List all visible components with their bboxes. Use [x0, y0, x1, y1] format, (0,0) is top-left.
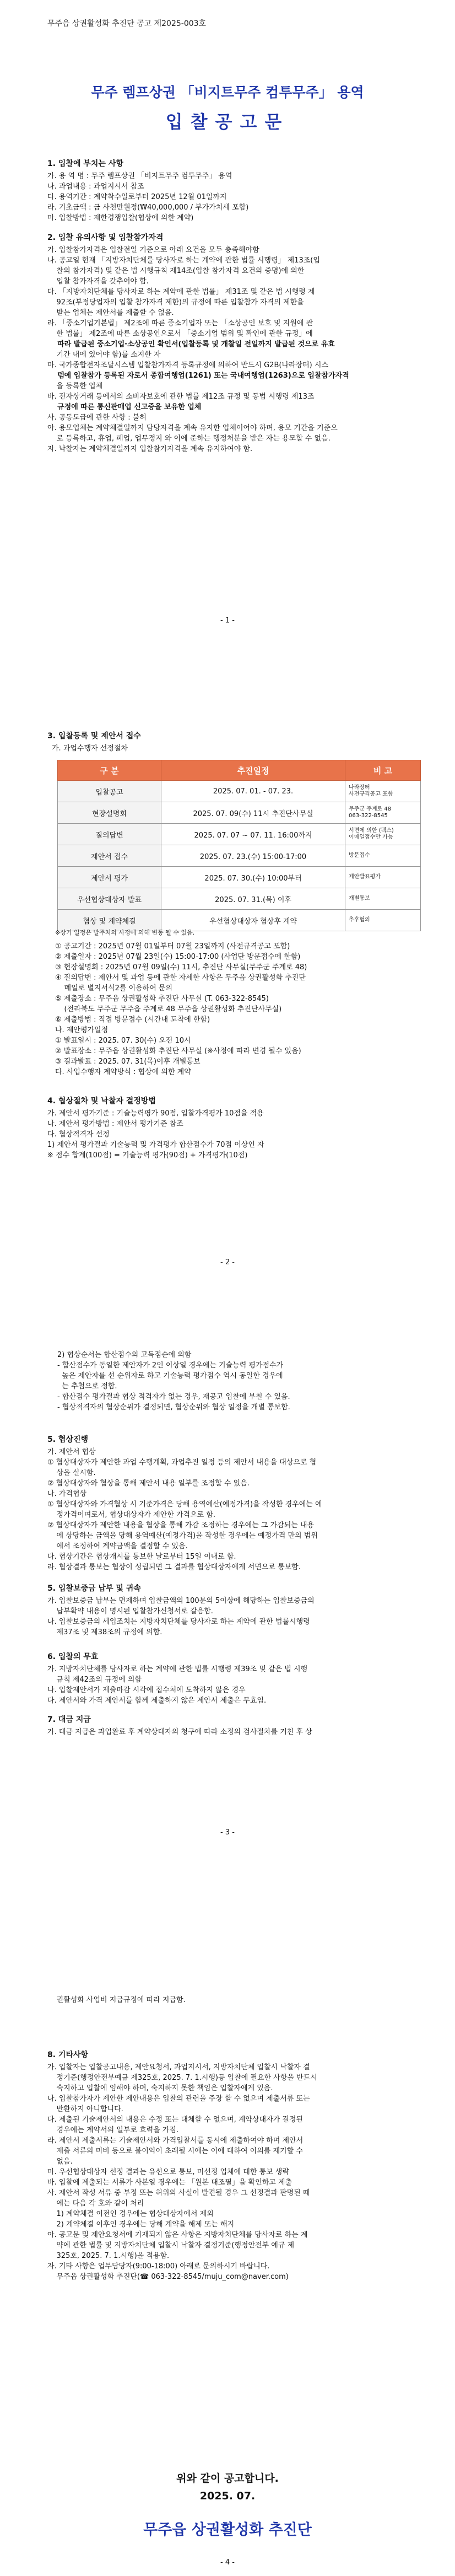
text-line: 나. 공고일 현재 「지방자치단체를 당사자로 하는 계약에 관한 법률 시행령」 제13조(입 — [47, 256, 320, 265]
text-line: 라. 기초금액 : 금 사천만원정(₩40,000,000 / 부가가치세 포함) — [47, 203, 249, 212]
text-line: 경우에는 계약서의 일부로 효력을 가짐. — [47, 2126, 179, 2134]
row-schedule: 우선협상대상자 협상후 계약 — [161, 910, 345, 931]
text-line: 반환하지 아니합니다. — [47, 2105, 123, 2113]
text-line: ④ 질의답변 : 제안서 및 과업 등에 관한 자세한 사항은 무주읍 상권활성화 추진단 — [55, 974, 306, 982]
section-6 — [47, 1582, 427, 1638]
page-number-4: - 4 - — [220, 2558, 235, 2567]
section-6-body — [47, 1596, 427, 1638]
text-line: 1) 제안서 평가결과 기술능력 및 가격평가 합산점수가 70점 이상인 자 — [47, 1141, 264, 1149]
text-line: 에는 다음 각 호와 같이 처리 — [47, 2199, 144, 2208]
section-2 — [47, 232, 427, 454]
issuing-organization: 무주읍 상권활성화 추진단 — [143, 2521, 312, 2539]
text-line: 에서 조정하여 계약금액을 결정할 수 있음. — [47, 1542, 188, 1550]
text-line: 마. 국가종합전자조달시스템 입찰참가자격 등록규정에 의하여 반드시 G2B(나라장터) 시스 — [47, 361, 328, 369]
text-line: 는 추첨으로 정함. — [57, 1382, 117, 1391]
text-line: 규칙 제42조의 규정에 의함 — [47, 1676, 142, 1684]
text-line: 무주읍 상권활성화 추진단(☎ 063-322-8545/muju_com@naver.com) — [47, 2273, 289, 2281]
table-header-note: 비 고 — [345, 760, 421, 781]
section-4-title: 4. 협상절차 및 낙찰자 결정방법 — [47, 1097, 156, 1105]
section-1-title: 1. 입찰에 부치는 사항 — [47, 159, 123, 168]
text-line: 1) 계약체결 이전인 경우에는 협상대상자에서 제외 — [47, 2210, 214, 2218]
table-row — [58, 867, 421, 888]
text-line: 나. 입찰참가자가 제안한 제안내용은 입찰의 관련을 주장 할 수 없으며 제출서류 또는 — [47, 2095, 310, 2103]
page-number-2: - 2 - — [220, 1258, 235, 1266]
text-line: 자. 기타 사항은 업무담당자(9:00-18:00) 아래로 문의하시기 바랍니다. — [47, 2262, 270, 2271]
section-4-continued — [57, 1350, 432, 1413]
text-line: 아. 용모업체는 계약체결일까지 담당자격을 계속 유지한 업체이어야 하며, 용모 기간을 기준으 — [47, 424, 338, 432]
table-header-category: 구 분 — [58, 760, 161, 781]
text-line: 정가격이며로서, 협상대상자가 제안한 가격으로 함. — [47, 1511, 216, 1519]
text-line: 제출 서류의 미비 등으로 불이익이 초래될 시에는 이에 대하여 이의를 제기할 수 — [47, 2147, 303, 2155]
text-line: 나. 과업내용 : 과업지시서 참조 — [47, 183, 144, 191]
section-6-title: 5. 입찰보증금 납부 및 귀속 — [47, 1584, 141, 1593]
text-line: 나. 입찰보증금의 세입조치는 지방자치단체를 당사자로 하는 계약에 관한 법률시행령 — [47, 1618, 310, 1626]
table-row — [58, 781, 421, 802]
section-1-body — [47, 171, 422, 223]
row-note: 무주군 주계로 48 063-322-8545 — [345, 802, 421, 824]
section-8 — [47, 1714, 427, 1737]
text-line: 사. 제안서 작성 서류 중 부정 또는 허위의 사실이 발견될 경우 그 선정결과 판명된 때 — [47, 2189, 310, 2197]
text-line: 따라 발급된 중소기업·소상공인 확인서(입찰등록 및 개찰일 전일까지 발급된 것으로 유효 — [47, 340, 335, 348]
row-schedule: 2025. 07. 31.(목) 이후 — [161, 888, 345, 910]
text-line: 아. 공고문 및 제안요청서에 기재되지 않은 사항은 지방자치단체를 당사자로 하는 계 — [47, 2231, 308, 2239]
section-7-body — [47, 1664, 427, 1706]
text-line: ① 협상대상자가 제안한 과업 수행계획, 과업추진 일정 등의 제안서 내용을 대상으로 협 — [47, 1458, 317, 1467]
section-8-continued — [47, 1995, 427, 2005]
text-line: - 협상적격자의 협상순위가 결정되면, 협상순위와 협상 일정을 개별 통보함. — [57, 1403, 290, 1412]
row-schedule: 2025. 07. 30.(수) 10:00부터 — [161, 867, 345, 888]
section-2-title: 2. 입찰 유의사항 및 입찰참가자격 — [47, 233, 164, 242]
schedule-note: ※상기 일정은 발주처의 사정에 의해 변동 될 수 있음. — [55, 929, 195, 936]
text-line: 다. 「지방자치단체를 당사자로 하는 계약에 관한 법률」 제31조 및 같은 법 시행령 제 — [47, 288, 315, 296]
row-category: 제안서 평가 — [58, 867, 161, 888]
table-row — [58, 802, 421, 824]
text-line: 라. 제안서 제출서류는 기술제안서와 가격입찰서를 동시에 제출하여야 하며 제안서 — [47, 2137, 304, 2145]
text-line: 높은 제안자를 선 순위자로 하고 기술능력 평가점수 역시 동일한 경우에 — [57, 1372, 283, 1380]
text-line: (전라북도 무주군 무주읍 주계로 48 무주읍 상권활성화 추진단사무실) — [55, 1005, 282, 1013]
text-line: 다. 용역기간 : 계약착수일로부터 2025년 12월 01일까지 — [47, 193, 227, 201]
text-line: 가. 지방자치단체를 당사자로 하는 계약에 관한 법률 시행령 제39조 및 같은 법 시행 — [47, 1665, 308, 1673]
row-schedule: 2025. 07. 23.(수) 15:00-17:00 — [161, 845, 345, 867]
text-line: 다. 제안서와 가격 제안서를 함께 제출하지 않은 제안서 제출은 무효임. — [47, 1697, 267, 1705]
text-line: 마. 입찰방법 : 제한경쟁입찰(협상에 의한 계약) — [47, 214, 194, 222]
text-line: 찰의 참가자격) 및 같은 법 시행규칙 제14조(입찰 참가자격 요건의 증명)에 의한 — [47, 267, 305, 275]
section-7-title: 6. 입찰의 무효 — [47, 1652, 99, 1661]
text-line: 템에 입찰참가 등록된 자로서 종합여행업(1261) 또는 국내여행업(1263)으로 입찰참가자격 — [47, 372, 349, 380]
text-line: 다. 협상기간은 협상개시를 통보한 날로부터 15일 이내로 함. — [47, 1553, 236, 1561]
table-row — [58, 824, 421, 845]
row-note: 서면에 의한 (팩스) 이메일접수만 가능 — [345, 824, 421, 845]
text-line: 을 등록한 업체 — [47, 382, 103, 390]
text-line: 가. 대금 지급은 과업완료 후 계약상대자의 청구에 따라 소정의 검사절차를 거친 후 상 — [47, 1728, 312, 1736]
text-line: 제37조 및 제38조의 규정에 의함. — [47, 1628, 162, 1636]
row-note: 추후협의 — [345, 910, 421, 931]
section-3-subtitle: 가. 과업수행자 선정절차 — [52, 744, 128, 753]
section-3-title: 3. 입찰등록 및 제안서 접수 — [47, 732, 141, 740]
row-category: 질의답변 — [58, 824, 161, 845]
row-category: 협상 및 계약체결 — [58, 910, 161, 931]
text-line: 숙지하고 입찰에 임해야 하며, 숙지하지 못한 책임은 입찰자에게 있음. — [47, 2084, 273, 2092]
section-3-heading — [47, 730, 422, 754]
section-2-body — [47, 245, 427, 454]
text-line: ② 협상대상자와 협상을 통해 제안서 내용 일부를 조정할 수 있음. — [47, 1479, 250, 1488]
closing-statement: 위와 같이 공고합니다. — [176, 2472, 279, 2484]
document-title: 입찰공고문 — [165, 111, 290, 132]
text-line: 사. 공동도급에 관한 사항 : 불허 — [47, 414, 147, 422]
text-line: 받는 업체는 제안서를 제출할 수 없음. — [47, 309, 174, 317]
text-line: 가. 용 역 명 : 무주 렘프상권 「비지트무주 컴투무주」 용역 — [47, 172, 232, 180]
text-line: 한 법률」 제2조에 따른 소상공인으로서 「중소기업 범위 및 확인에 관한 규정」에 — [47, 330, 313, 338]
text-line: 약에 관한 법률 및 지방자치단체 입찰시 낙찰자 결정기준(행정안전부 예규 제 — [47, 2241, 295, 2250]
text-line: 라. 협상결과 통보는 협상이 성립되면 그 결과를 협상대상자에게 서면으로 통보함. — [47, 1563, 301, 1571]
section-3-body — [55, 927, 430, 1077]
text-line: ③ 현장설명회 : 2025년 07월 09일(수) 11시, 추진단 사무실(무주군 주계로 48) — [55, 963, 307, 972]
section-7 — [47, 1651, 427, 1706]
section-5-body — [47, 1447, 427, 1573]
text-line: ② 협상대상자가 제안한 내용을 협상을 통해 가감 조정하는 경우에는 그 가감되는 내용 — [47, 1521, 315, 1530]
text-line: 없음. — [47, 2158, 73, 2166]
text-line: ⑥ 제출방법 : 직접 방문접수 (시간내 도착에 한함) — [55, 1016, 210, 1024]
text-line: 라. 「중소기업기본법」 제2조에 따른 중소기업자 또는 「소상공인 보호 및 지원에 관 — [47, 319, 313, 328]
project-title: 무주 렘프상권 「비지트무주 컴투무주」 용역 — [91, 84, 364, 100]
text-line: ① 공고기간 : 2025년 07월 01일부터 07월 23일까지 (사전규격공고 포함) — [55, 942, 290, 951]
table-header-schedule: 추진일정 — [161, 760, 345, 781]
text-line: 자. 낙찰자는 계약체결일까지 입찰참가자격을 계속 유지하여야 함. — [47, 445, 253, 453]
text-line: 나. 입찰제안서가 제출마감 시각에 접수처에 도착하지 않은 경우 — [47, 1686, 246, 1694]
section-8-continued-body — [47, 1995, 427, 2005]
text-line: 가. 입찰보증금 납부는 면제하며 입찰금액의 100분의 5이상에 해당하는 입찰보증금의 — [47, 1597, 315, 1605]
text-line: 에 상당하는 금액을 당해 용역예산(예정가격)을 작성한 경우에는 예정가격 만의 범위 — [47, 1532, 318, 1540]
row-note: 개별통보 — [345, 888, 421, 910]
schedule-table — [57, 760, 421, 931]
row-category: 우선협상대상자 발표 — [58, 888, 161, 910]
section-8-title: 7. 대금 지급 — [47, 1715, 91, 1724]
section-4-continued-body — [57, 1350, 432, 1413]
text-line: 상을 실시함. — [47, 1469, 96, 1477]
row-note: 나라장터 사전규격공고 포함 — [345, 781, 421, 802]
text-line: 납부확약 내용이 명시된 입찰참가신청서로 갈음함. — [47, 1607, 213, 1616]
table-row — [58, 888, 421, 910]
row-schedule: 2025. 07. 09(수) 11시 추진단사무실 — [161, 802, 345, 824]
text-line: 가. 입찰참가자격은 입찰전일 기준으로 아래 요건을 모두 충족해야함 — [47, 246, 259, 254]
text-line: ※ 점수 합계(100점) = 기술능력 평가(90점) + 가격평가(10점) — [47, 1151, 248, 1160]
text-line: - 합산점수가 동일한 제안자가 2인 이상일 경우에는 기술능력 평가점수가 — [57, 1361, 284, 1370]
text-line: - 합산점수 평가결과 협상 적격자가 없는 경우, 재공고 입찰에 부칠 수 있음. — [57, 1393, 290, 1401]
text-line: 가. 제안서 협상 — [47, 1448, 96, 1456]
closing-date: 2025. 07. — [199, 2490, 256, 2502]
text-line: 마. 우선협상대상자 선정 결과는 유선으로 통보, 미선정 업체에 대한 통보 생략 — [47, 2168, 289, 2176]
row-schedule: 2025. 07. 07 ~ 07. 11. 16:00까지 — [161, 824, 345, 845]
text-line: 바. 전자상거래 등에서의 소비자보호에 관한 법률 제12조 규정 및 동법 시행령 제13조 — [47, 393, 315, 401]
row-schedule: 2025. 07. 01. - 07. 23. — [161, 781, 345, 802]
section-5-title: 5. 협상진행 — [47, 1435, 89, 1444]
text-line: ① 발표일시 : 2025. 07. 30(수) 오전 10시 — [55, 1037, 191, 1045]
text-line: 2) 협상순서는 합산점수의 고득점순에 의함 — [57, 1351, 192, 1359]
section-5 — [47, 1434, 427, 1573]
section-9 — [47, 2049, 433, 2282]
notice-number: 무주읍 상권활성화 추진단 공고 제2025-003호 — [47, 19, 207, 28]
text-line: 2) 계약체결 이후인 경우에는 당해 계약을 해제 또는 해지 — [47, 2220, 235, 2229]
section-1 — [47, 158, 422, 223]
text-line: 다. 사업수행자 계약방식 : 협상에 의한 계약 — [55, 1068, 191, 1076]
text-line: 가. 제안서 평가기준 : 기술능력평가 90점, 입찰가격평가 10점을 적용 — [47, 1109, 264, 1118]
text-line: 나. 제안평가일정 — [55, 1026, 109, 1034]
text-line: 권활성화 사업비 지급규정에 따라 지급함. — [47, 1996, 186, 2004]
text-line: ⑤ 제출장소 : 무주읍 상권활성화 추진단 사무실 (T. 063-322-8545) — [55, 995, 269, 1003]
text-line: 나. 가격협상 — [47, 1490, 87, 1498]
text-line: ③ 결과발표 : 2025. 07. 31(목)이후 개별통보 — [55, 1058, 201, 1066]
text-line: 메일로 별지서식2를 이용하여 문의 — [55, 984, 173, 992]
row-category: 제안서 접수 — [58, 845, 161, 867]
text-line: 92조(부정당업자의 입찰 참가자격 제한)의 규정에 따른 입찰참가 자격의 제한을 — [47, 298, 304, 307]
row-category: 현장설명회 — [58, 802, 161, 824]
section-4-body — [47, 1108, 422, 1161]
section-9-body — [47, 2062, 433, 2282]
page-number-1: - 1 - — [220, 616, 235, 625]
text-line: 다. 협상적격자 선정 — [47, 1130, 110, 1139]
text-line: 바. 입찰에 제출되는 서류가 사본일 경우에는 「원본 대조필」을 확인하고 제출 — [47, 2178, 292, 2187]
section-8-body — [47, 1727, 427, 1737]
text-line: 가. 입찰자는 입찰공고내용, 제안요청서, 과업지시서, 지방자치단체 입찰시 낙찰자 결 — [47, 2063, 310, 2071]
text-line: 규정에 따른 통신판매업 신고증을 보유한 업체 — [47, 403, 202, 411]
text-line: 정기준(행정안전부예규 제325호, 2025. 7. 1.시행)등 입찰에 필요한 사항을 반드시 — [47, 2074, 317, 2082]
text-line: ② 발표장소 : 무주읍 상권활성화 추진단 사무실 (※사정에 따라 변경 될수 있음) — [55, 1047, 301, 1055]
text-line: 다. 제출된 기술제안서의 내용은 수정 또는 대체할 수 없으며, 계약상대자가 결정된 — [47, 2116, 304, 2124]
section-3-lines — [55, 941, 430, 1077]
text-line: 입찰 참가자격을 갖추어야 함. — [47, 277, 149, 286]
text-line: 325호, 2025. 7. 1.시행)을 적용함. — [47, 2252, 170, 2260]
page-number-3: - 3 - — [220, 1828, 235, 1837]
text-line: 기간 내에 있어야 함)를 소지한 자 — [47, 351, 161, 359]
text-line: 로 등록하고, 휴업, 폐업, 업무정지 와 이에 준하는 행정처분을 받은 자는 용모할 수 없음. — [47, 434, 331, 443]
row-category: 입찰공고 — [58, 781, 161, 802]
text-line: 나. 제안서 평가방법 : 제안서 평가기준 참조 — [47, 1120, 183, 1128]
section-9-title: 8. 기타사항 — [47, 2051, 89, 2059]
table-row — [58, 845, 421, 867]
row-note: 방문접수 — [345, 845, 421, 867]
row-note: 제안발표평가 — [345, 867, 421, 888]
section-4 — [47, 1095, 422, 1161]
text-line: ② 제출일자 : 2025년 07월 23일(수) 15:00-17:00 (사업단 방문접수에 한함) — [55, 953, 301, 961]
text-line: ① 협상대상자와 가격협상 시 기준가격은 당해 용역예산(예정가격)을 작성한 경우에는 예 — [47, 1500, 322, 1509]
